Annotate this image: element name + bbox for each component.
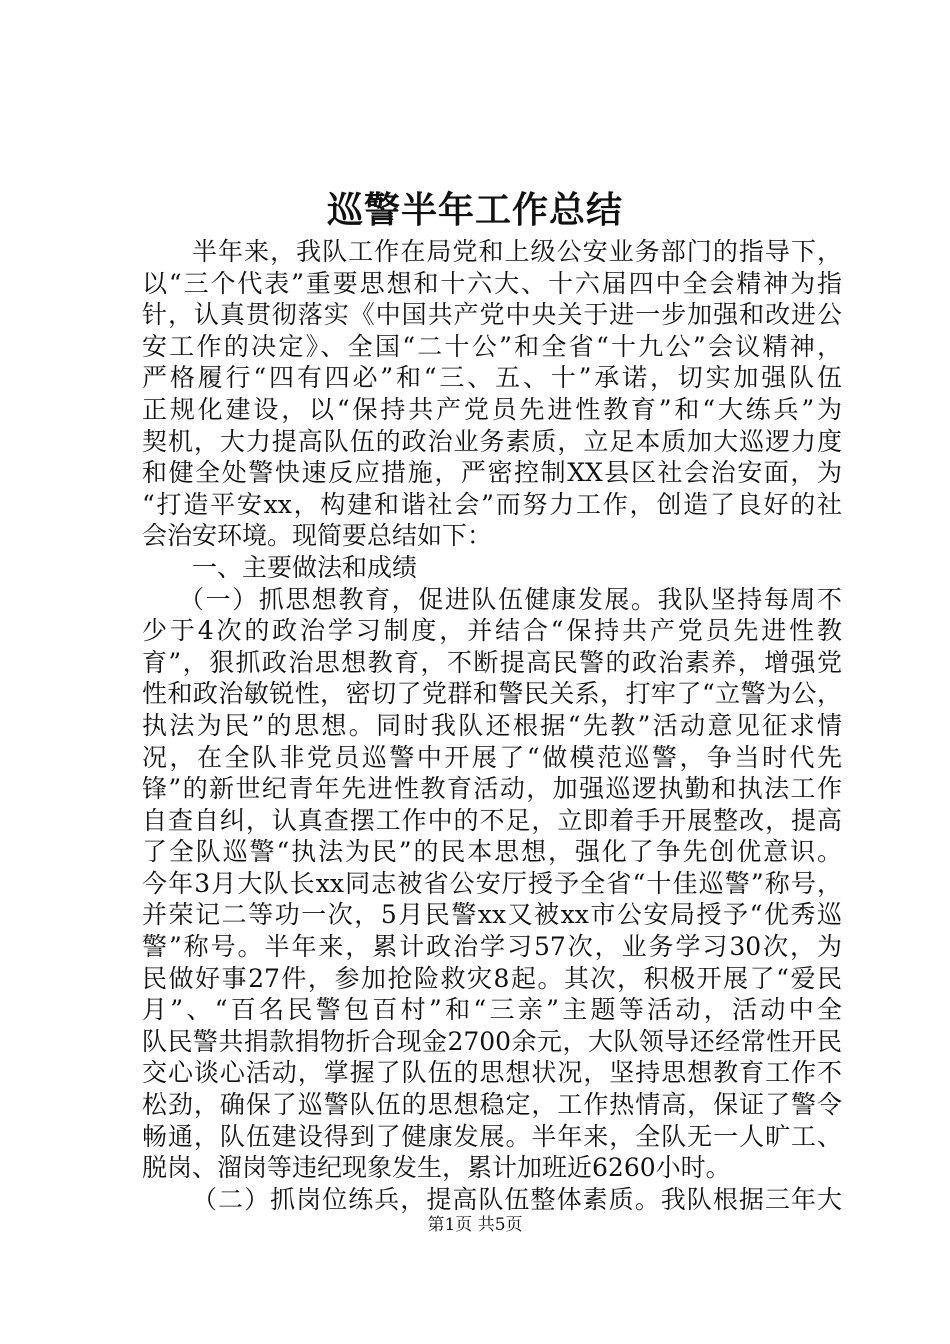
paragraph-line: “打造平安xx，构建和谐社会”而努力工作，创造了良好的社 [142,489,842,519]
page-number-footer: 第1页 共5页 [427,1215,523,1235]
paragraph-line: 以“三个代表”重要思想和十六大、十六届四中全会精神为指 [142,268,842,298]
paragraph-line: （二）抓岗位练兵，提高队伍整体素质。我队根据三年大 [192,1184,842,1214]
paragraph-line: 执法为民”的思想。同时我队还根据“先教”活动意见征求情 [142,710,842,740]
paragraph-line: 少于4次的政治学习制度，并结合“保持共产党员先进性教 [142,616,842,646]
paragraph-line: 半年来，我队工作在局党和上级公安业务部门的指导下， [192,237,842,266]
paragraph-line: 了全队巡警“执法为民”的民本思想，强化了争先创优意识。 [142,837,842,867]
paragraph-line: 交心谈心活动，掌握了队伍的思想状况，坚持思想教育工作不 [142,1058,842,1088]
document-title: 巡警半年工作总结 [326,189,623,231]
paragraph-line: 民做好事27件，参加抢险救灾8起。其次，积极开展了“爱民 [142,963,842,993]
paragraph-line: 畅通，队伍建设得到了健康发展。半年来，全队无一人旷工、 [142,1121,842,1151]
paragraph-line: 锋”的新世纪青年先进性教育活动，加强巡逻执勤和执法工作 [142,774,842,804]
section-heading: 一、主要做法和成绩 [192,552,418,582]
paragraph-line: 正规化建设，以“保持共产党员先进性教育”和“大练兵”为 [142,394,842,424]
paragraph-line: 严格履行“四有四必”和“三、五、十”承诺，切实加强队伍 [142,363,842,393]
paragraph-line: 安工作的决定》、全国“二十公”和全省“十九公”会议精神， [142,331,842,361]
document-body [142,236,842,1215]
paragraph-line: 况，在全队非党员巡警中开展了“做模范巡警，争当时代先 [142,742,842,772]
paragraph-line: 契机，大力提高队伍的政治业务素质，立足本质加大巡逻力度 [142,426,842,456]
paragraph-line: 会治安环境。现简要总结如下： [142,521,493,551]
paragraph-line: （一）抓思想教育，促进队伍健康发展。我队坚持每周不 [179,584,842,614]
paragraph-line: 针，认真贯彻落实《中国共产党中央关于进一步加强和改进公 [142,300,842,330]
paragraph-line: 自查自纠，认真查摆工作中的不足，立即着手开展整改，提高 [142,805,842,835]
paragraph-line: 育”，狠抓政治思想教育，不断提高民警的政治素养，增强党 [142,647,842,677]
paragraph-line: 警”称号。半年来，累计政治学习57次，业务学习30次，为 [142,932,842,962]
paragraph-line: 月”、“百名民警包百村”和“三亲”主题等活动，活动中全 [142,995,842,1025]
paragraph-line: 和健全处警快速反应措施，严密控制XX县区社会治安面，为 [142,458,842,488]
paragraph-line: 脱岗、溜岗等违纪现象发生，累计加班近6260小时。 [142,1153,731,1183]
paragraph-line: 今年3月大队长xx同志被省公安厅授予全省“十佳巡警”称号， [142,868,842,898]
paragraph-line: 性和政治敏锐性，密切了党群和警民关系，打牢了“立警为公， [142,679,842,709]
paragraph-line: 队民警共捐款捐物折合现金2700余元，大队领导还经常性开民 [142,1026,842,1056]
paragraph-line: 松劲，确保了巡警队伍的思想稳定，工作热情高，保证了警令 [142,1090,842,1120]
paragraph-line: 并荣记二等功一次，5月民警xx又被xx市公安局授予“优秀巡 [142,900,842,930]
